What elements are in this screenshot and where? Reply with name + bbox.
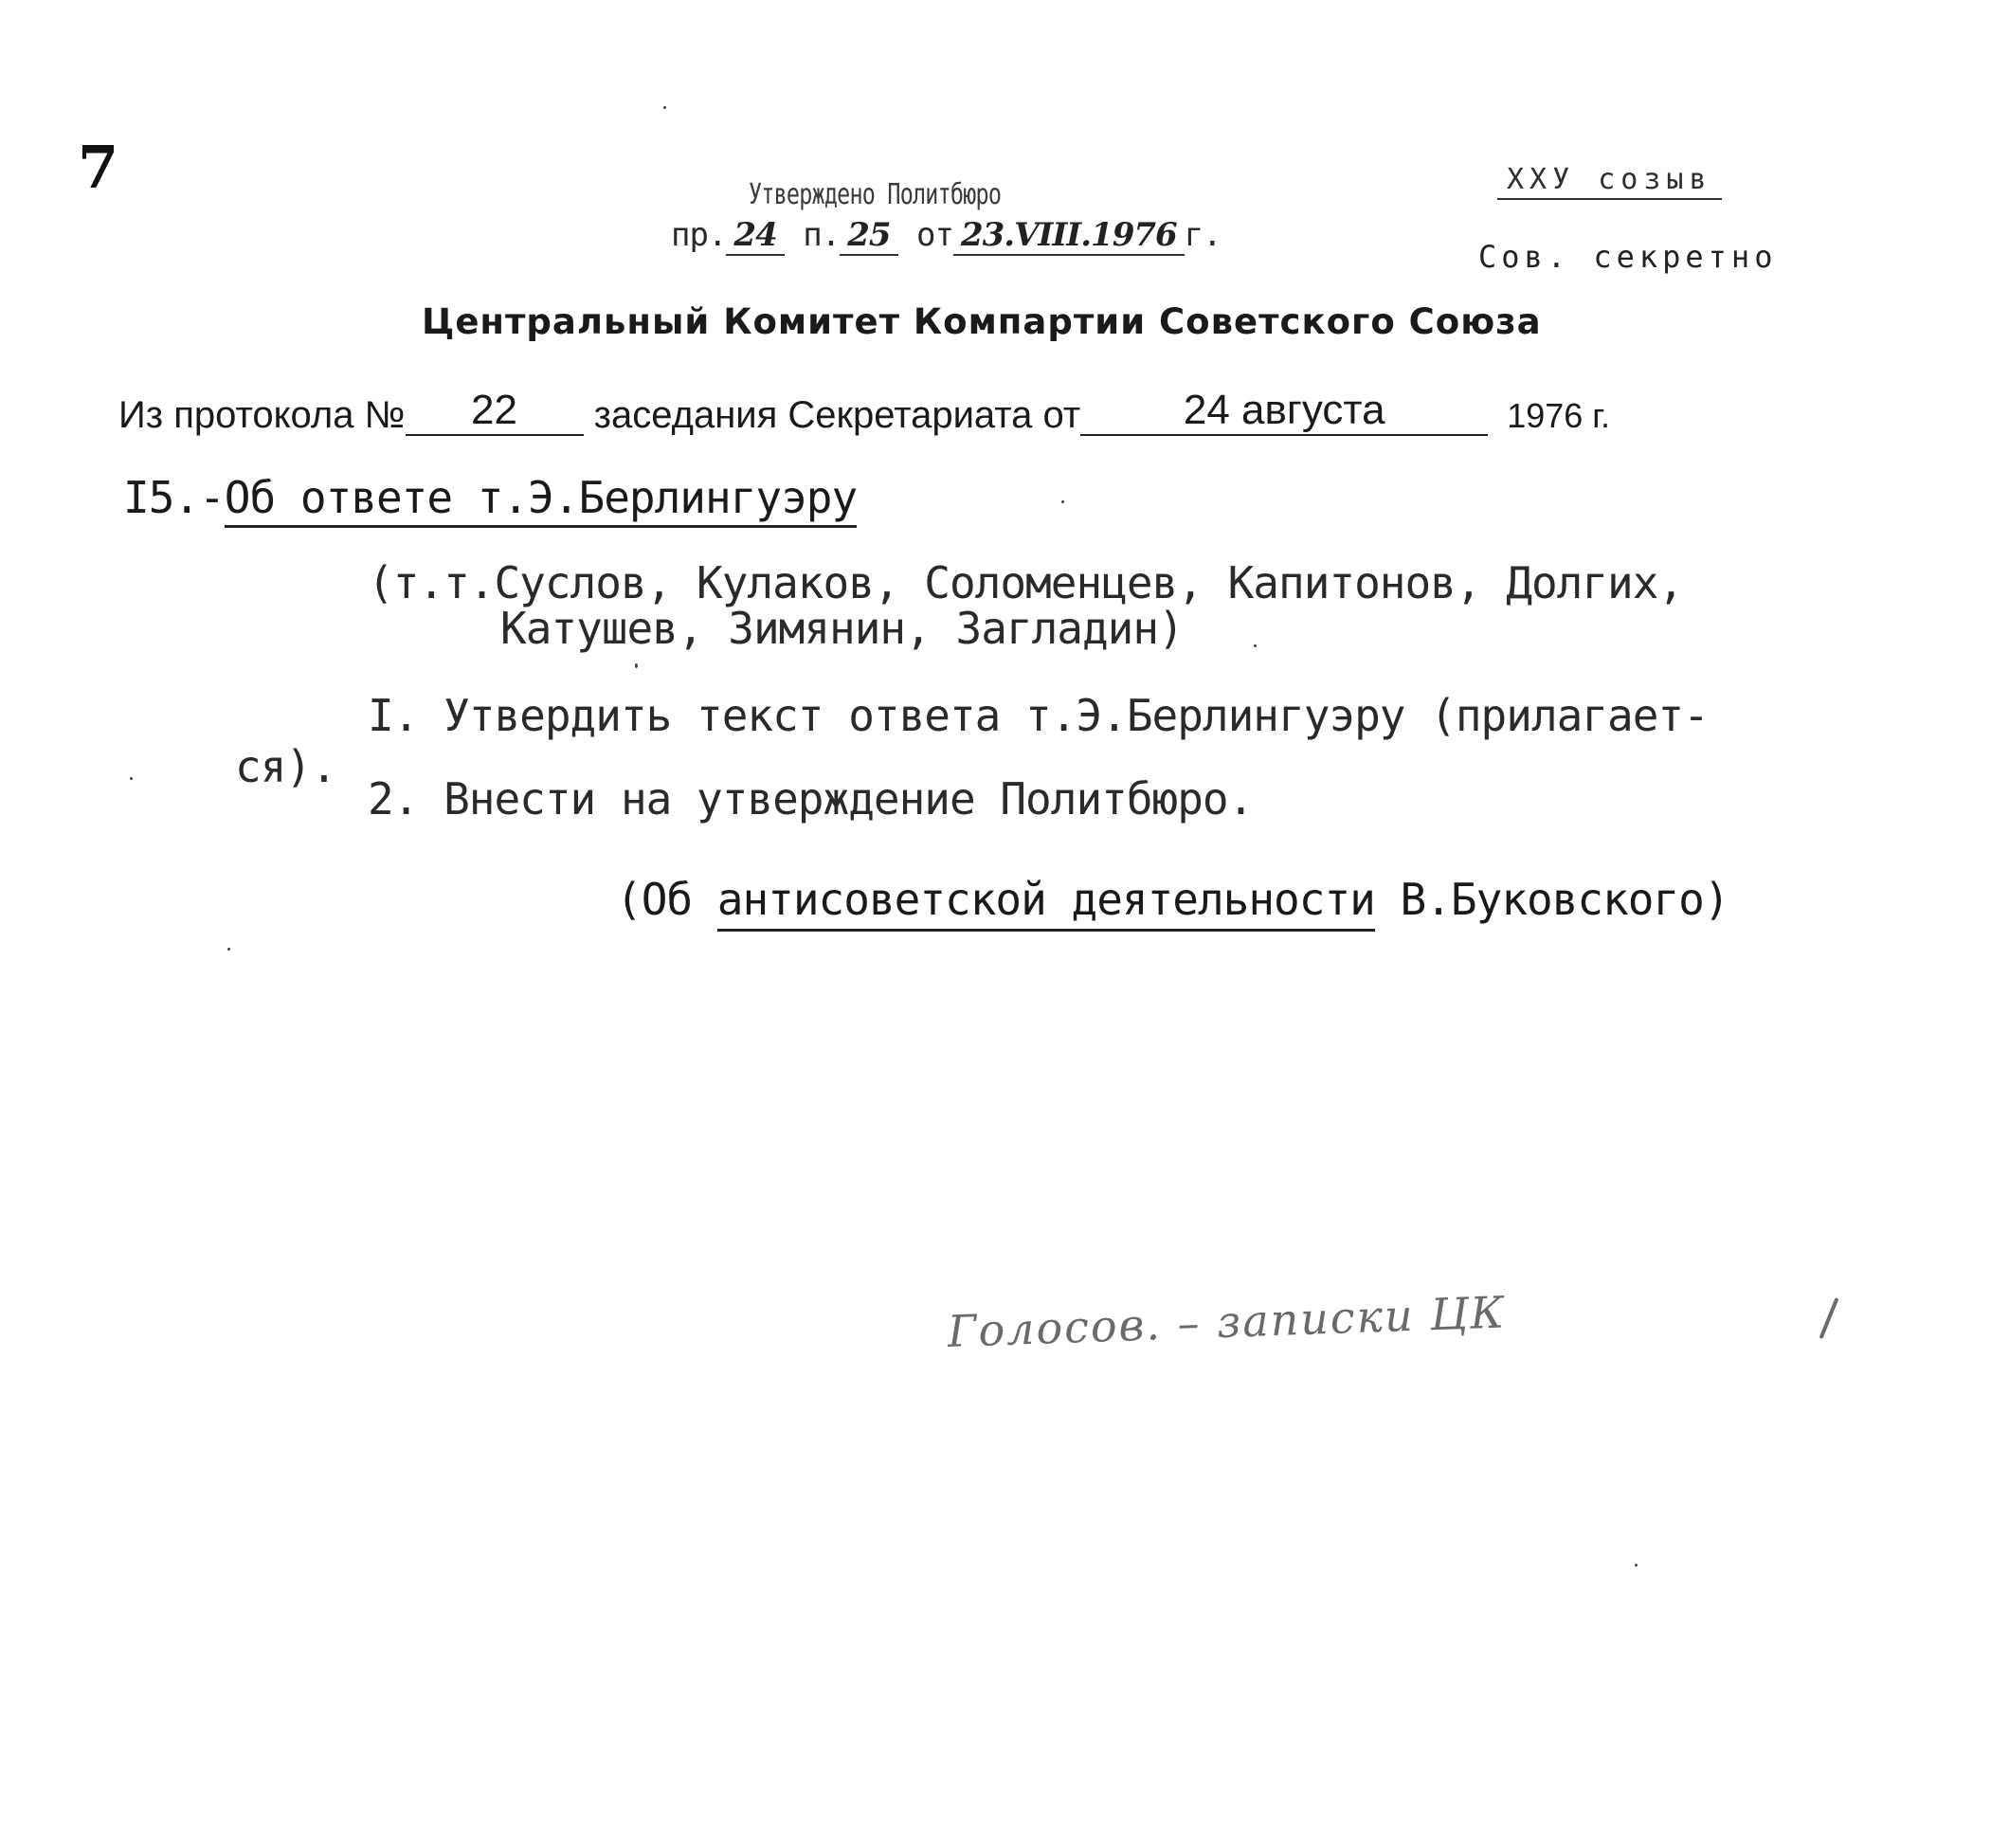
stamp-item-number: 25	[840, 216, 897, 256]
participants-line-2: Катушев, Зимянин, Загладин)	[500, 603, 1184, 654]
scan-speck	[1061, 500, 1064, 503]
protocol-year: 1976 г.	[1507, 396, 1611, 435]
stamp-prefix: пр.	[671, 216, 727, 254]
secrecy-classification: Сов. секретно	[1478, 239, 1778, 275]
scan-speck	[1635, 1564, 1638, 1567]
convocation-label: XXУ созыв	[1497, 163, 1722, 200]
related-rest: В.Буковского)	[1374, 874, 1729, 925]
handwritten-tick-mark	[1819, 1297, 1839, 1339]
scan-speck	[635, 663, 638, 668]
scan-speck	[663, 106, 666, 109]
protocol-middle: заседания Секретариата от	[593, 394, 1081, 436]
protocol-number: 22	[406, 387, 584, 436]
stamp-item-label: п.	[803, 216, 841, 254]
protocol-lead: Из протокола №	[118, 394, 406, 436]
decision-1-continuation: ся).	[235, 741, 336, 792]
related-underlined: антисоветской деятельности	[717, 874, 1375, 932]
stamp-protocol-number: 24	[726, 216, 784, 256]
participants-line-1: (т.т.Суслов, Кулаков, Соломенцев, Капитонов, Долгих,	[368, 557, 1684, 608]
committee-header: Центральный Комитет Компартии Советского Союза	[422, 301, 1542, 342]
scan-speck	[130, 777, 133, 780]
related-open: (Об	[616, 874, 717, 925]
protocol-line	[118, 387, 1611, 440]
handwritten-note: Голосов. – записки ЦК	[947, 1286, 1507, 1357]
agenda-item-number: I5.	[123, 472, 200, 523]
stamp-year-suffix: г.	[1184, 216, 1222, 254]
agenda-item-dash: -	[199, 472, 225, 523]
approval-stamp-line	[671, 216, 1222, 254]
agenda-item-heading	[123, 472, 857, 523]
decision-1: I. Утвердить текст ответа т.Э.Берлингуэру (прилагает-	[368, 690, 1709, 741]
agenda-item-subject: Об ответе т.Э.Берлингуэру	[225, 472, 857, 528]
related-matter-note	[616, 874, 1729, 925]
stamp-date: 23.VIII.1976	[953, 216, 1185, 256]
approval-stamp-title: Утверждено Политбюро	[749, 178, 1002, 211]
protocol-date: 24 августа	[1080, 387, 1488, 436]
scan-speck	[227, 948, 230, 951]
decision-2: 2. Внести на утверждение Политбюро.	[368, 773, 1254, 824]
scan-speck	[1254, 644, 1257, 647]
page-number: 7	[78, 133, 119, 202]
stamp-date-label: от	[916, 216, 953, 254]
